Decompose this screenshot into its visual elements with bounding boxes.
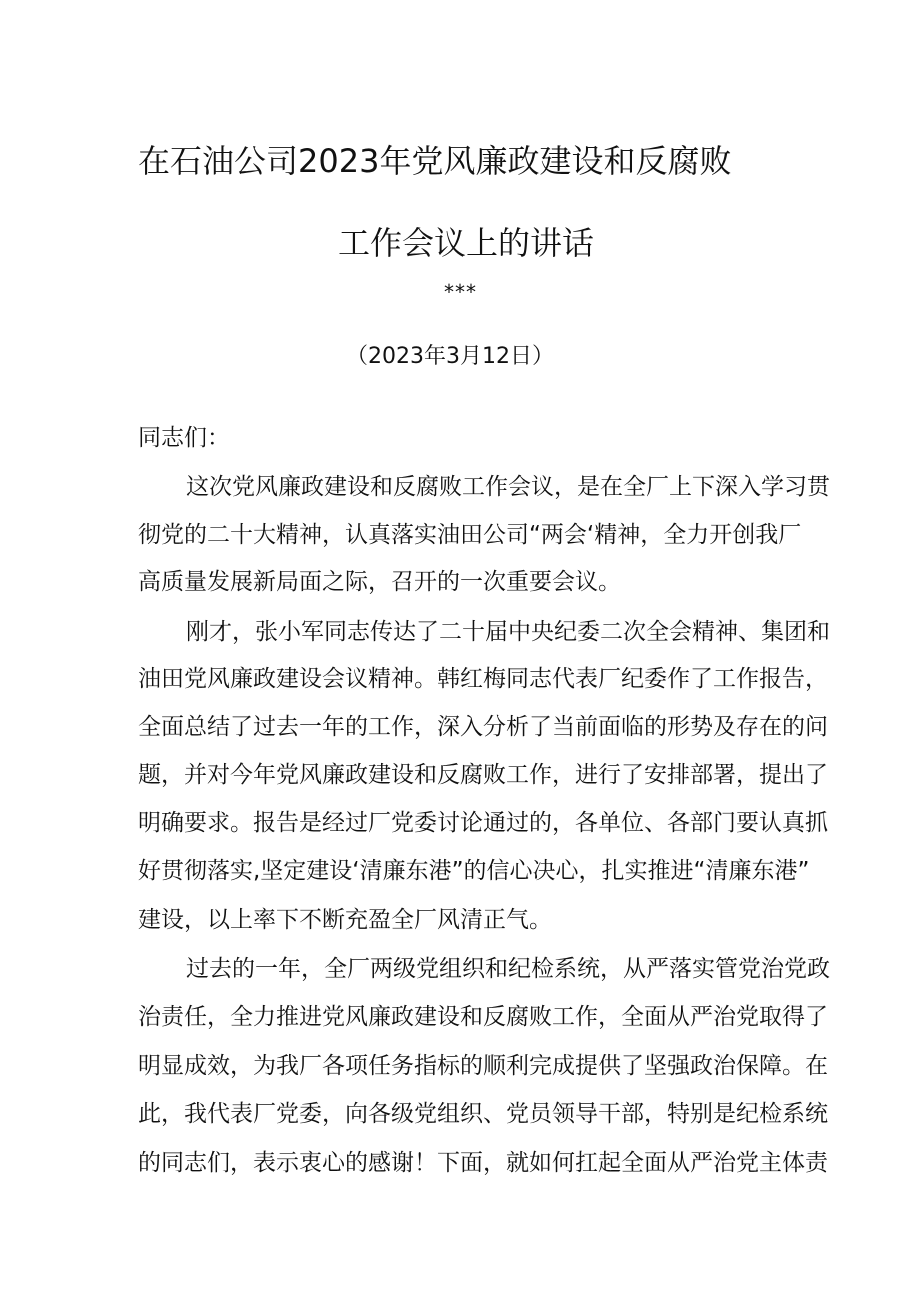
- speech-date: （2023年3月12日）: [346, 344, 554, 369]
- paragraph-2-line: 油田党风廉政建设会议精神。韩红梅同志代表厂纪委作了工作报告，: [138, 666, 828, 692]
- paragraph-3-line: 治责任，全力推进党风廉政建设和反腐败工作，全面从严治党取得了: [138, 1004, 828, 1030]
- salutation: 同志们：: [138, 425, 230, 451]
- paragraph-2-line: 明确要求。报告是经过厂党委讨论通过的，各单位、各部门要认真抓: [138, 810, 828, 836]
- paragraph-2-line: 题，并对今年党风廉政建设和反腐败工作，进行了安排部署，提出了: [138, 762, 828, 788]
- document-title-line-1: 在石油公司2023年党风廉政建设和反腐败: [138, 142, 732, 180]
- paragraph-3-line: 此，我代表厂党委，向各级党组织、党员领导干部，特别是纪检系统: [138, 1101, 828, 1127]
- paragraph-1-line: 彻党的二十大精神，认真落实油田公司“两会‘精神，全力开创我厂: [138, 522, 802, 548]
- paragraph-2-line: 刚才，张小军同志传达了二十届中央纪委二次全会精神、集团和: [186, 619, 830, 645]
- paragraph-2-line: 全面总结了过去一年的工作，深入分析了当前面临的形势及存在的问: [138, 714, 828, 740]
- document-title-line-2: 工作会议上的讲话: [338, 224, 595, 262]
- paragraph-3-line: 明显成效，为我厂各项任务指标的顺利完成提供了坚强政治保障。在: [138, 1053, 828, 1079]
- paragraph-1-line: 高质量发展新局面之际，召开的一次重要会议。: [138, 569, 621, 595]
- paragraph-1-line: 这次党风廉政建设和反腐败工作会议，是在全厂上下深入学习贯: [186, 474, 830, 500]
- paragraph-2-line: 好贯彻落实,坚定建设‘清廉东港”的信心决心，扎实推进“清廉东港”: [138, 858, 810, 884]
- paragraph-3-line: 过去的一年，全厂两级党组织和纪检系统，从严落实管党治党政: [186, 956, 830, 982]
- author-placeholder: ***: [444, 280, 477, 304]
- paragraph-3-line: 的同志们，表示衷心的感谢！下面，就如何扛起全面从严治党主体责: [138, 1150, 828, 1176]
- paragraph-2-line: 建设，以上率下不断充盈全厂风清正气。: [138, 907, 552, 933]
